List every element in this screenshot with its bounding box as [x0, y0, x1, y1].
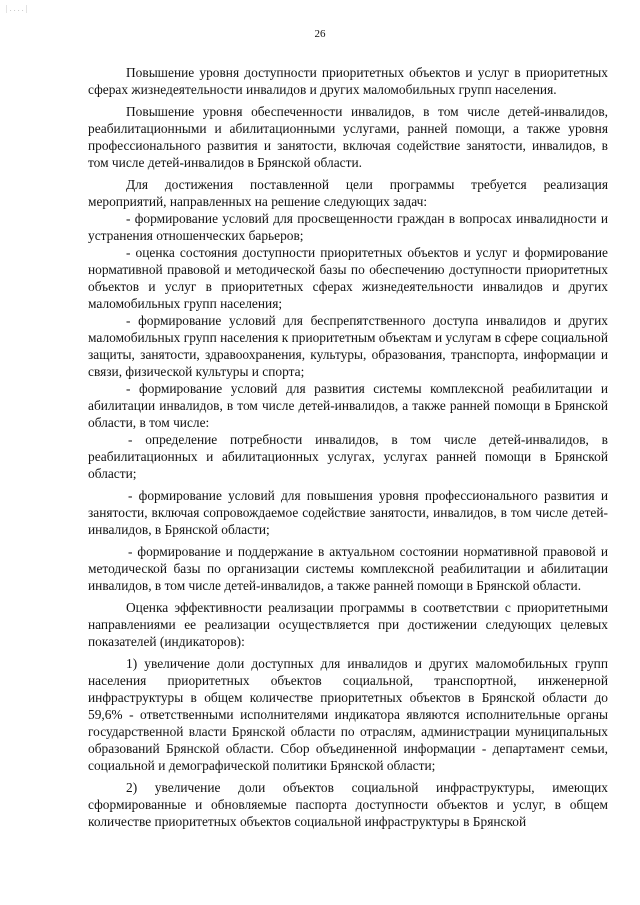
list-item-subtask-1: - определение потребности инвалидов, в том числе детей-инвалидов, в реабилитационных и абилитационных услугах, услугах ранней помощи в Брянской области; [88, 432, 608, 481]
paragraph-goal-1: Повышение уровня доступности приоритетных объектов и услуг в приоритетных сферах жизнедеятельности инвалидов и других маломобильных групп населения. [88, 65, 608, 97]
list-item-task-4: - формирование условий для развития системы комплексной реабилитации и абилитации инвалидов, в том числе детей-инвалидов, а также ранней помощи в Брянской области, в том числе: [88, 381, 608, 430]
paragraph-goal-2: Повышение уровня обеспеченности инвалидов, в том числе детей-инвалидов, реабилитационными и абилитационными услугами, ранней помощи, а также уровня профессионального развития и занятости, включая содействие занятости, инвалидов, в том числе детей-инвалидов в Брянской области. [88, 104, 608, 170]
list-item-indicator-1: 1) увеличение доли доступных для инвалидов и других маломобильных групп населения приоритетных объектов социальной, транспортной, инженерной инфраструктуры в общем количестве приоритетных объектов в Брянской области до 59,6% - ответственными исполнителями индикатора являются исполнительные органы государственной власти Брянской области по отраслям, администрации муниципальных образований Брянской области. Сбор объединенной информации - департамент семьи, социальной и демографической политики Брянской области; [88, 656, 608, 773]
scan-corner-mark: | . . . . | [6, 4, 28, 13]
page-number: 26 [314, 28, 326, 40]
paragraph-evaluation: Оценка эффективности реализации программы в соответствии с приоритетными направлениями ее реализации осуществляется при достижении следующих целевых показателей (индикаторов): [88, 600, 608, 649]
list-item-task-2: - оценка состояния доступности приоритетных объектов и услуг и формирование нормативной правовой и методической базы по обеспечению доступности приоритетных объектов и услуг в приоритетных сферах жизнедеятельности инвалидов и других маломобильных групп населения; [88, 245, 608, 311]
list-item-task-3: - формирование условий для беспрепятственного доступа инвалидов и других маломобильных групп населения к приоритетным объектам и услугам в сфере социальной защиты, занятости, здравоохранения, культуры, образования, транспорта, информации и связи, физической культуры и спорта; [88, 313, 608, 379]
list-item-subtask-2: - формирование условий для повышения уровня профессионального развития и занятости, включая сопровождаемое содействие занятости, инвалидов, в том числе детей-инвалидов, в Брянской области; [88, 488, 608, 537]
list-item-subtask-3: - формирование и поддержание в актуальном состоянии нормативной правовой и методической базы по организации системы комплексной реабилитации и абилитации инвалидов, в том числе детей-инвалидов, а также ранней помощи в Брянской области. [88, 544, 608, 593]
list-item-task-1: - формирование условий для просвещенности граждан в вопросах инвалидности и устранения отношенческих барьеров; [88, 211, 608, 243]
paragraph-tasks-intro: Для достижения поставленной цели программы требуется реализация мероприятий, направленных на решение следующих задач: [88, 177, 608, 209]
list-item-indicator-2: 2) увеличение доли объектов социальной инфраструктуры, имеющих сформированные и обновляемые паспорта доступности объектов и услуг, в общем количестве приоритетных объектов социальной инфраструктуры в Брянской [88, 780, 608, 829]
document-body [88, 64, 608, 830]
